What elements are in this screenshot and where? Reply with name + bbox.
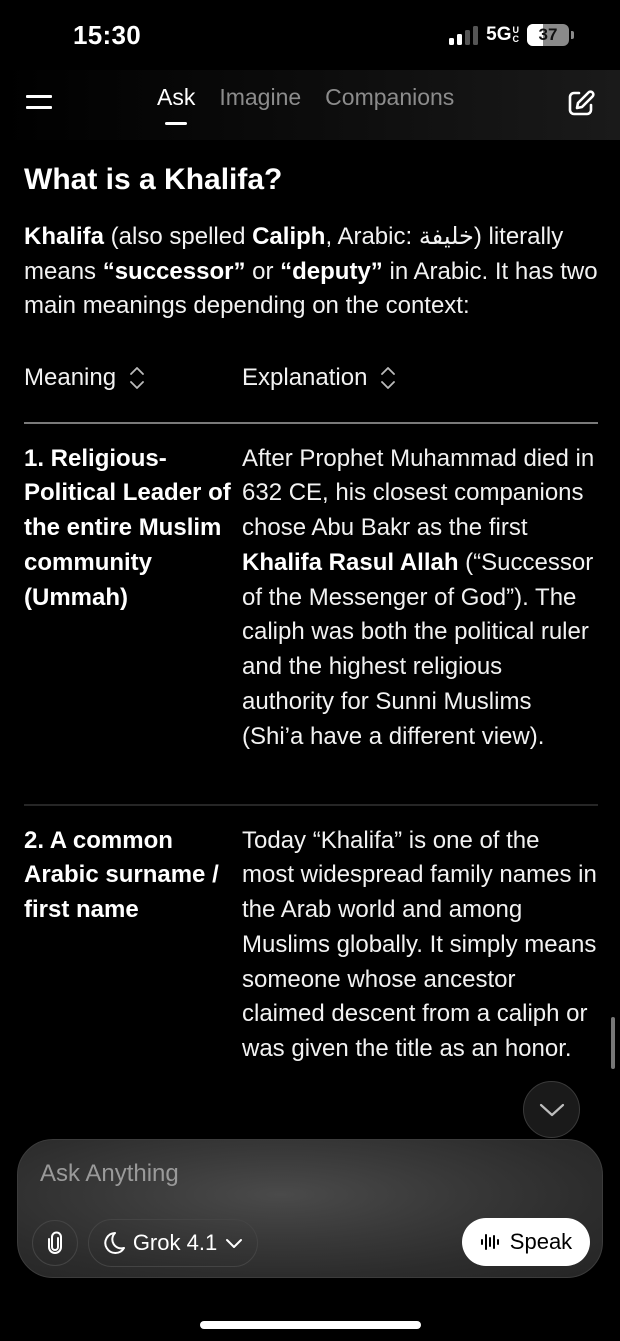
tab-ask[interactable]: Ask	[157, 84, 196, 110]
meaning-cell: 2. A common Arabic surname / first name	[24, 826, 219, 924]
ask-input[interactable]	[40, 1160, 460, 1188]
column-header-meaning[interactable]: Meaning	[24, 364, 242, 422]
signal-icon	[449, 25, 478, 45]
hamburger-icon	[26, 95, 52, 98]
attach-button[interactable]	[32, 1220, 78, 1266]
composer	[17, 1139, 603, 1278]
speak-label: Speak	[509, 1229, 573, 1254]
paperclip-icon	[46, 1231, 64, 1255]
new-chat-button[interactable]	[566, 88, 596, 118]
explanation-cell: After Prophet Muhammad died in 632 CE, his closest companions chose Abu Bakr as the first Khalifa Rasul Allah (“Successor of the Messenger of God”). The caliph was both the political ruler and the highest religious authority for Sunni Muslims (Shi’a have a different view).	[242, 444, 595, 750]
waveform-icon	[480, 1232, 500, 1252]
battery-level: 37	[538, 25, 558, 44]
response-content	[24, 140, 598, 1067]
intro-paragraph: Khalifa (also spelled Caliph, Arabic: خليفة) literally means “successor” or “deputy” in Arabic. It has two main meanings depending on the context:	[24, 223, 598, 319]
tab-imagine[interactable]: Imagine	[219, 84, 302, 110]
edit-icon	[566, 88, 596, 118]
model-selector[interactable]	[88, 1219, 258, 1267]
status-time: 15:30	[73, 20, 141, 50]
battery-icon	[527, 24, 569, 46]
sort-icon	[379, 365, 397, 391]
model-label: Grok 4.1	[132, 1230, 218, 1255]
table-header	[24, 364, 598, 424]
explanation-cell: Today “Khalifa” is one of the most widespread family names in the Arab world and among Muslims globally. It simply means someone whose ancestor claimed descent from a caliph or was given the title as an honor.	[242, 826, 597, 1063]
menu-button[interactable]	[24, 92, 54, 116]
table-row	[24, 424, 598, 806]
response-heading: What is a Khalifa?	[24, 163, 283, 196]
status-bar	[0, 0, 620, 70]
meaning-table	[24, 364, 598, 1068]
sort-icon	[128, 365, 146, 391]
status-icons	[449, 24, 574, 46]
battery-tip	[571, 31, 574, 39]
meaning-cell: 1. Religious-Political Leader of the entire Muslim community (Ummah)	[24, 444, 231, 611]
scrollbar[interactable]	[611, 1017, 615, 1069]
moon-icon	[103, 1231, 125, 1255]
table-row	[24, 806, 598, 1068]
column-header-explanation[interactable]: Explanation	[242, 364, 397, 422]
top-nav	[0, 70, 620, 140]
tab-companions[interactable]: Companions	[325, 84, 455, 110]
home-indicator[interactable]	[200, 1321, 421, 1329]
chevron-down-icon	[225, 1237, 243, 1249]
chevron-down-icon	[539, 1102, 565, 1118]
scroll-to-bottom-button[interactable]	[523, 1081, 580, 1138]
mode-tabs	[157, 84, 454, 111]
network-indicator: 5G U C	[486, 24, 519, 45]
speak-button[interactable]	[462, 1218, 590, 1266]
